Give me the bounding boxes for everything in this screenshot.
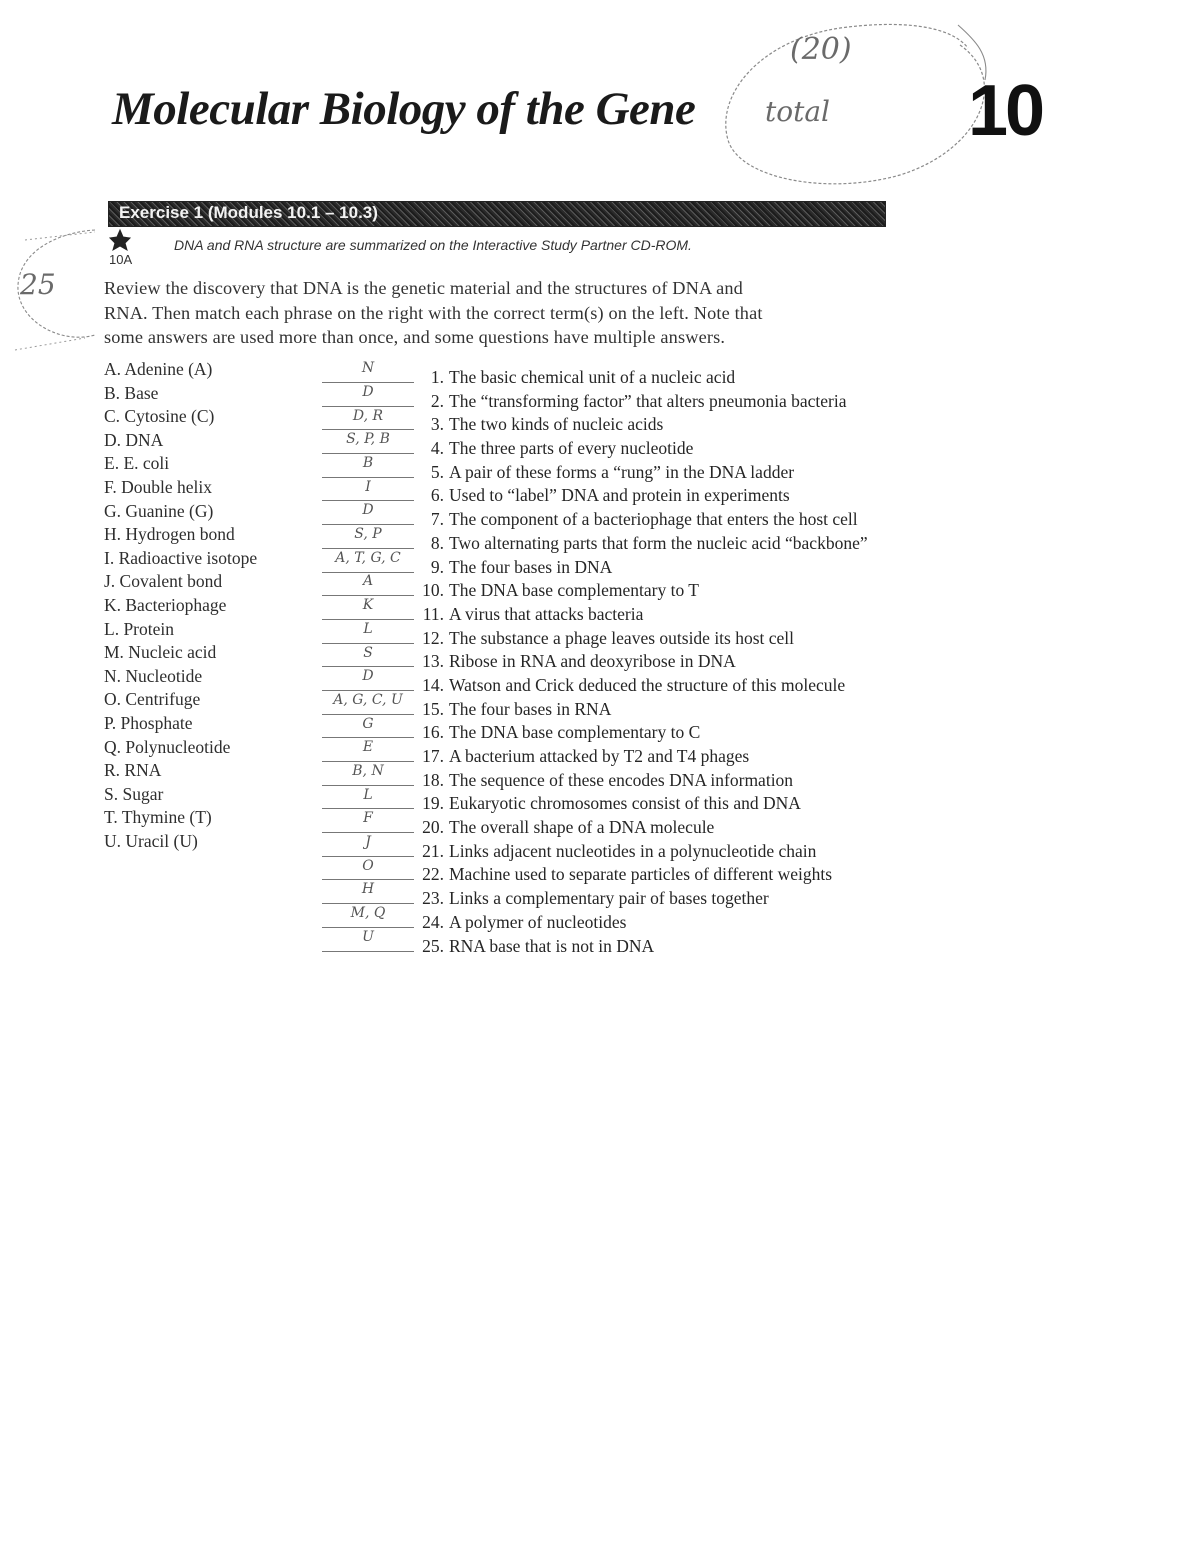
handwritten-answer: J <box>365 834 371 851</box>
question-number: 4. <box>430 438 444 459</box>
term-item: L. Protein <box>104 618 174 639</box>
question-text: Watson and Crick deduced the structure of this molecule <box>449 674 846 695</box>
score-annotation: (20) <box>790 32 852 67</box>
instruction-line: Review the discovery that DNA is the genetic material and the structures of DNA and <box>104 278 743 298</box>
question-number: 23. <box>422 888 444 909</box>
handwritten-answer: D <box>362 502 374 519</box>
cd-module-code: 10A <box>109 252 133 267</box>
term-item: T. Thymine (T) <box>104 807 212 828</box>
question-text: Links a complementary pair of bases together <box>449 888 769 909</box>
term-item: S. Sugar <box>104 783 164 804</box>
question-number: 12. <box>422 627 444 648</box>
question-number: 20. <box>422 817 444 838</box>
question-list <box>322 360 868 956</box>
question-number: 1. <box>430 367 444 387</box>
cd-rom-note: DNA and RNA structure are summarized on the Interactive Study Partner CD-ROM. <box>174 237 692 253</box>
term-list <box>104 358 257 853</box>
term-item: E. E. coli <box>104 453 170 474</box>
instruction-line: some answers are used more than once, and some questions have multiple answers. <box>104 327 726 347</box>
exercise-title: Exercise 1 (Modules 10.1 – 10.3) <box>119 203 378 222</box>
question-number: 3. <box>430 414 444 435</box>
handwritten-answer: A, G, C, U <box>333 691 403 708</box>
question-text: Links adjacent nucleotides in a polynucleotide chain <box>449 840 817 861</box>
question-number: 16. <box>422 722 444 743</box>
question-text: Two alternating parts that form the nucleic acid “backbone” <box>449 532 868 553</box>
question-number: 2. <box>430 390 444 411</box>
question-text: A bacterium attacked by T2 and T4 phages <box>449 746 750 766</box>
term-item: D. DNA <box>104 429 164 450</box>
chapter-number: 10 <box>968 71 1043 151</box>
handwritten-answer: E <box>362 739 374 756</box>
cd-icon-star <box>110 230 130 250</box>
question-text: The four bases in RNA <box>449 698 612 719</box>
question-number: 17. <box>422 746 444 766</box>
instruction-line: RNA. Then match each phrase on the right with the correct term(s) on the left. Note that <box>104 302 763 323</box>
handwritten-answer: B <box>362 455 374 472</box>
question-number: 5. <box>430 461 444 482</box>
handwritten-answer: G <box>362 715 374 732</box>
term-item: Q. Polynucleotide <box>104 736 231 757</box>
handwritten-answer: F <box>363 810 373 827</box>
term-item: B. Base <box>104 382 159 403</box>
question-number: 24. <box>422 911 444 932</box>
question-text: RNA base that is not in DNA <box>449 935 655 956</box>
term-item: P. Phosphate <box>104 712 193 733</box>
question-text: The substance a phage leaves outside its host cell <box>449 627 795 648</box>
term-item: C. Cytosine (C) <box>104 406 215 427</box>
question-number: 8. <box>430 532 444 553</box>
question-text: The sequence of these encodes DNA information <box>449 769 794 790</box>
question-row <box>322 928 868 957</box>
question-text: Machine used to separate particles of different weights <box>449 864 833 885</box>
question-text: The DNA base complementary to C <box>449 722 701 743</box>
margin-tick <box>15 338 85 350</box>
handwritten-answer: B, N <box>352 762 384 779</box>
exercise-header-bar <box>108 201 886 227</box>
handwritten-answer: H <box>361 881 375 898</box>
question-text: The four bases in DNA <box>449 556 613 577</box>
question-text: A pair of these forms a “rung” in the DNA ladder <box>449 461 795 482</box>
term-item: J. Covalent bond <box>104 571 223 592</box>
question-number: 21. <box>422 840 444 861</box>
question-text: The component of a bacteriophage that enters the host cell <box>449 509 858 530</box>
handwritten-answer: M, Q <box>350 905 386 922</box>
term-item: H. Hydrogen bond <box>104 524 235 545</box>
term-item: G. Guanine (G) <box>104 500 214 521</box>
handwritten-answer: K <box>362 597 374 614</box>
term-item: K. Bacteriophage <box>104 594 227 615</box>
handwritten-answer: S, P <box>354 526 382 543</box>
handwritten-answer: O <box>362 857 374 874</box>
handwritten-answer: S, P, B <box>346 431 390 448</box>
question-number: 22. <box>422 864 444 885</box>
handwritten-answer: S <box>363 644 373 661</box>
handwritten-answer: U <box>362 928 374 945</box>
question-number: 15. <box>422 698 444 719</box>
handwritten-answer: L <box>363 786 373 803</box>
question-number: 18. <box>422 769 444 790</box>
question-number: 9. <box>430 556 444 577</box>
instructions <box>104 276 894 350</box>
term-item: O. Centrifuge <box>104 689 201 710</box>
question-number: 11. <box>422 603 444 624</box>
question-text: A virus that attacks bacteria <box>449 603 644 624</box>
term-item: F. Double helix <box>104 476 212 497</box>
question-text: The basic chemical unit of a nucleic acid <box>449 367 736 387</box>
handwritten-answer: L <box>363 620 373 637</box>
handwritten-answer: D <box>362 668 374 685</box>
handwritten-answer: A <box>362 573 374 590</box>
handwritten-answer: D <box>362 383 374 400</box>
question-number: 7. <box>430 509 444 530</box>
handwritten-answer: D, R <box>352 407 384 424</box>
term-item: A. Adenine (A) <box>104 359 213 379</box>
question-number: 6. <box>430 485 444 506</box>
question-number: 14. <box>422 674 444 695</box>
question-text: The “transforming factor” that alters pneumonia bacteria <box>449 390 847 411</box>
term-item: U. Uracil (U) <box>104 830 198 851</box>
handwritten-answer: A, T, G, C <box>335 549 401 566</box>
question-text: A polymer of nucleotides <box>449 911 627 932</box>
term-item: N. Nucleotide <box>104 665 203 686</box>
question-text: The two kinds of nucleic acids <box>449 414 664 435</box>
score-annotation-label: total <box>765 95 831 128</box>
question-number: 19. <box>422 793 444 814</box>
question-text: The DNA base complementary to T <box>449 580 699 601</box>
handwritten-answer: N <box>361 360 375 377</box>
question-text: The three parts of every nucleotide <box>449 438 694 459</box>
term-item: M. Nucleic acid <box>104 642 217 663</box>
question-text: Eukaryotic chromosomes consist of this and DNA <box>449 793 801 814</box>
question-number: 25. <box>422 935 444 956</box>
margin-tick <box>25 232 95 240</box>
term-item: R. RNA <box>104 760 162 781</box>
answer-blank[interactable] <box>322 928 414 952</box>
handwritten-answer: I <box>365 478 371 495</box>
question-text: Used to “label” DNA and protein in experiments <box>449 485 790 506</box>
question-text: The overall shape of a DNA molecule <box>449 817 715 838</box>
question-number: 10. <box>422 580 444 601</box>
page-title: Molecular Biology of the Gene <box>112 83 696 135</box>
question-number: 13. <box>422 651 444 672</box>
margin-score: 25 <box>20 268 56 301</box>
question-text: Ribose in RNA and deoxyribose in DNA <box>449 651 736 672</box>
term-item: I. Radioactive isotope <box>104 547 258 568</box>
